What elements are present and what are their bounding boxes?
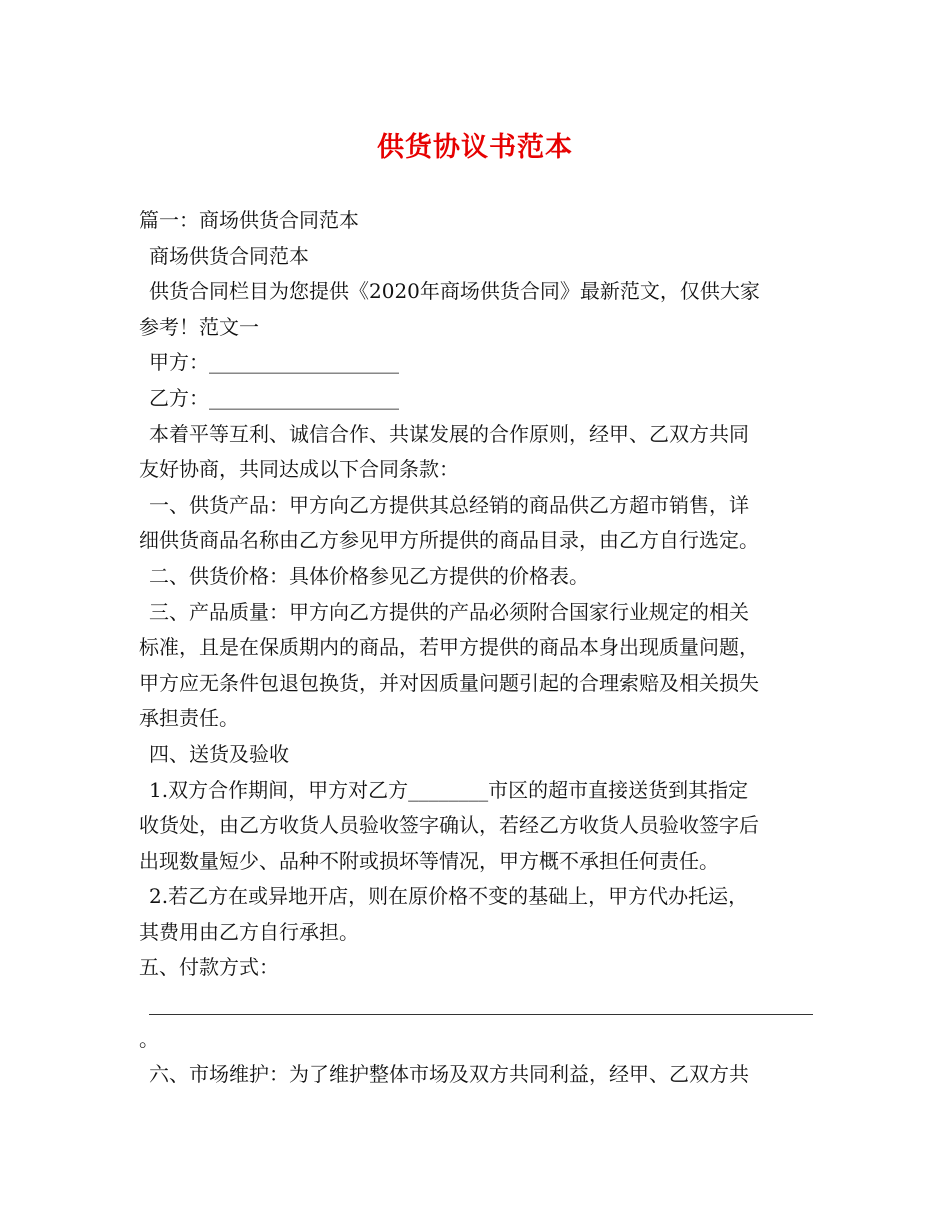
section-heading: 篇一：商场供货合同范本: [139, 208, 359, 232]
document-title: 供货协议书范本: [377, 132, 573, 163]
clause-line: 细供货商品名称由乙方参见甲方所提供的商品目录，由乙方自行选定。: [139, 528, 759, 553]
clause-line: 标准，且是在保质期内的商品，若甲方提供的商品本身出现质量问题，: [139, 635, 759, 660]
clause-line: 2.若乙方在或异地开店，则在原价格不变的基础上，甲方代办托运，: [149, 884, 749, 909]
clause-line: 。: [139, 1026, 159, 1051]
clause-line: 甲方应无条件包退包换货，并对因质量问题引起的合理索赔及相关损失: [139, 670, 759, 695]
clause-line: 出现数量短少、品种不附或损坏等情况，甲方概不承担任何责任。: [139, 848, 719, 873]
paragraph-line: 商场供货合同范本: [149, 243, 309, 268]
paragraph-line: 供货合同栏目为您提供《2020年商场供货合同》最新范文，仅供大家: [149, 279, 760, 304]
paragraph-line: 本着平等互利、诚信合作、共谋发展的合作原则，经甲、乙双方共同: [149, 421, 749, 446]
paragraph-line: 友好协商，共同达成以下合同条款：: [139, 457, 459, 482]
clause-line: 一、供货产品：甲方向乙方提供其总经销的商品供乙方超市销售，详: [149, 492, 749, 517]
party-a-line: 甲方：___________________: [149, 350, 399, 375]
clause-line: 四、送货及验收: [149, 741, 289, 766]
clause-line: 1.双方合作期间，甲方对乙方________市区的超市直接送货到其指定: [149, 777, 749, 802]
clause-line: 承担责任。: [139, 706, 239, 731]
clause-line: 六、市场维护：为了维护整体市场及双方共同利益，经甲、乙双方共: [149, 1062, 749, 1087]
clause-line: 三、产品质量：甲方向乙方提供的产品必须附合国家行业规定的相关: [149, 599, 749, 624]
party-b-line: 乙方：___________________: [149, 385, 399, 410]
payment-blank-line: [149, 986, 819, 1022]
paragraph-line: 参考！范文一: [139, 314, 259, 339]
clause-line: 二、供货价格：具体价格参见乙方提供的价格表。: [149, 563, 589, 588]
clause-line: 五、付款方式：: [139, 955, 279, 980]
document-body: [139, 203, 819, 1093]
clause-line: 收货处，由乙方收货人员验收签字确认，若经乙方收货人员验收签字后: [139, 813, 759, 838]
clause-line: 其费用由乙方自行承担。: [139, 919, 359, 944]
